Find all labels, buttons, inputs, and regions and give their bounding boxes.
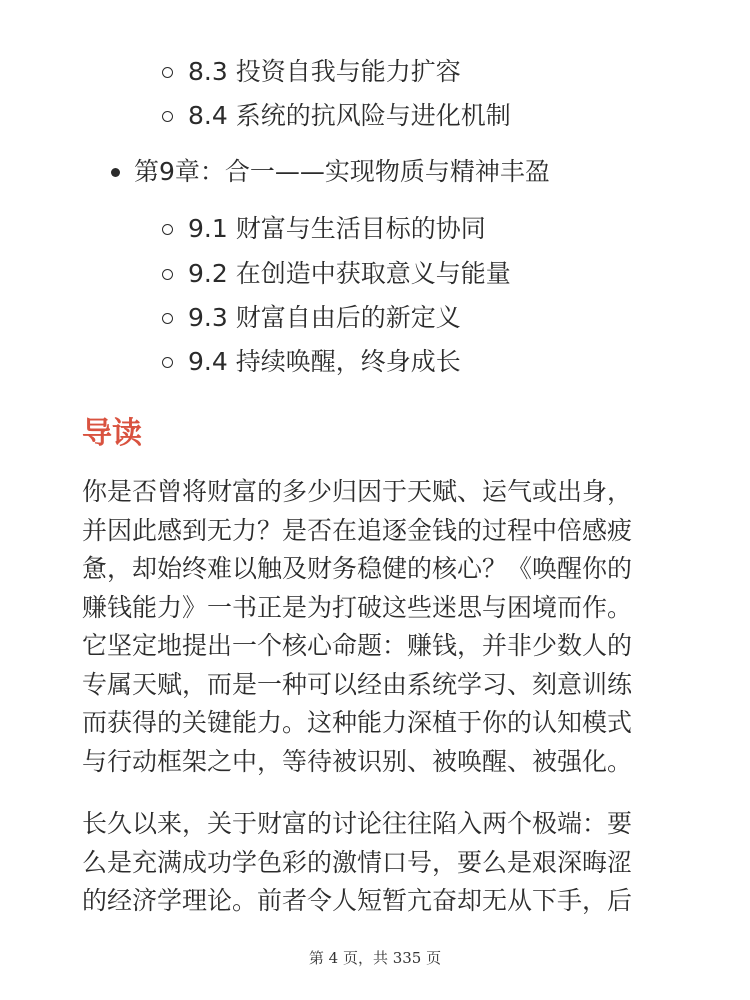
paragraph-line: 专属天赋，而是一种可以经由系统学习、刻意训练: [82, 669, 633, 699]
hollow-bullet-icon: [162, 67, 173, 78]
hollow-bullet-icon: [162, 269, 173, 280]
toc-item-label: 9.3 财富自由后的新定义: [188, 303, 461, 332]
hollow-bullet-icon: [162, 224, 173, 235]
hollow-bullet-icon: [162, 313, 173, 324]
paragraph-line: 惫，却始终难以触及财务稳健的核心？《唤醒你的: [82, 554, 633, 583]
paragraph-line: 的经济学理论。前者令人短暂亢奋却无从下手，后: [82, 886, 633, 915]
paragraph-line: 你是否曾将财富的多少归因于天赋、运气或出身，: [82, 477, 633, 506]
toc-chapter-title: 第9章：合一——实现物质与精神丰盈: [134, 157, 550, 186]
page-number-footer: 第 4 页，共 335 页: [308, 949, 442, 967]
paragraph-line: 并因此感到无力？是否在追逐金钱的过程中倍感疲: [82, 515, 633, 545]
toc-item-label: 9.4 持续唤醒，终身成长: [188, 347, 461, 376]
intro-paragraph-2: [82, 805, 682, 921]
toc-item-label: 9.2 在创造中获取意义与能量: [188, 259, 511, 288]
paragraph-line: 它坚定地提出一个核心命题：赚钱，并非少数人的: [82, 631, 633, 660]
paragraph-line: 与行动框架之中，等待被识别、被唤醒、被强化。: [82, 746, 633, 776]
paragraph-line: 么是充满成功学色彩的激情口号，要么是艰深晦涩: [82, 847, 633, 877]
toc-item-label: 9.1 财富与生活目标的协同: [188, 214, 486, 243]
section-heading: 导读: [82, 416, 142, 451]
paragraph-line: 长久以来，关于财富的讨论往往陷入两个极端：要: [82, 809, 633, 838]
hollow-bullet-icon: [162, 111, 173, 122]
paragraph-line: 赚钱能力》一书正是为打破这些迷思与困境而作。: [82, 592, 633, 622]
paragraph-line: 而获得的关键能力。这种能力深植于你的认知模式: [82, 708, 633, 737]
toc-item-label: 8.4 系统的抗风险与进化机制: [188, 101, 511, 130]
intro-paragraph-1: [82, 473, 682, 781]
toc-item-label: 8.3 投资自我与能力扩容: [188, 57, 461, 86]
filled-bullet-icon: [111, 168, 120, 177]
hollow-bullet-icon: [162, 357, 173, 368]
